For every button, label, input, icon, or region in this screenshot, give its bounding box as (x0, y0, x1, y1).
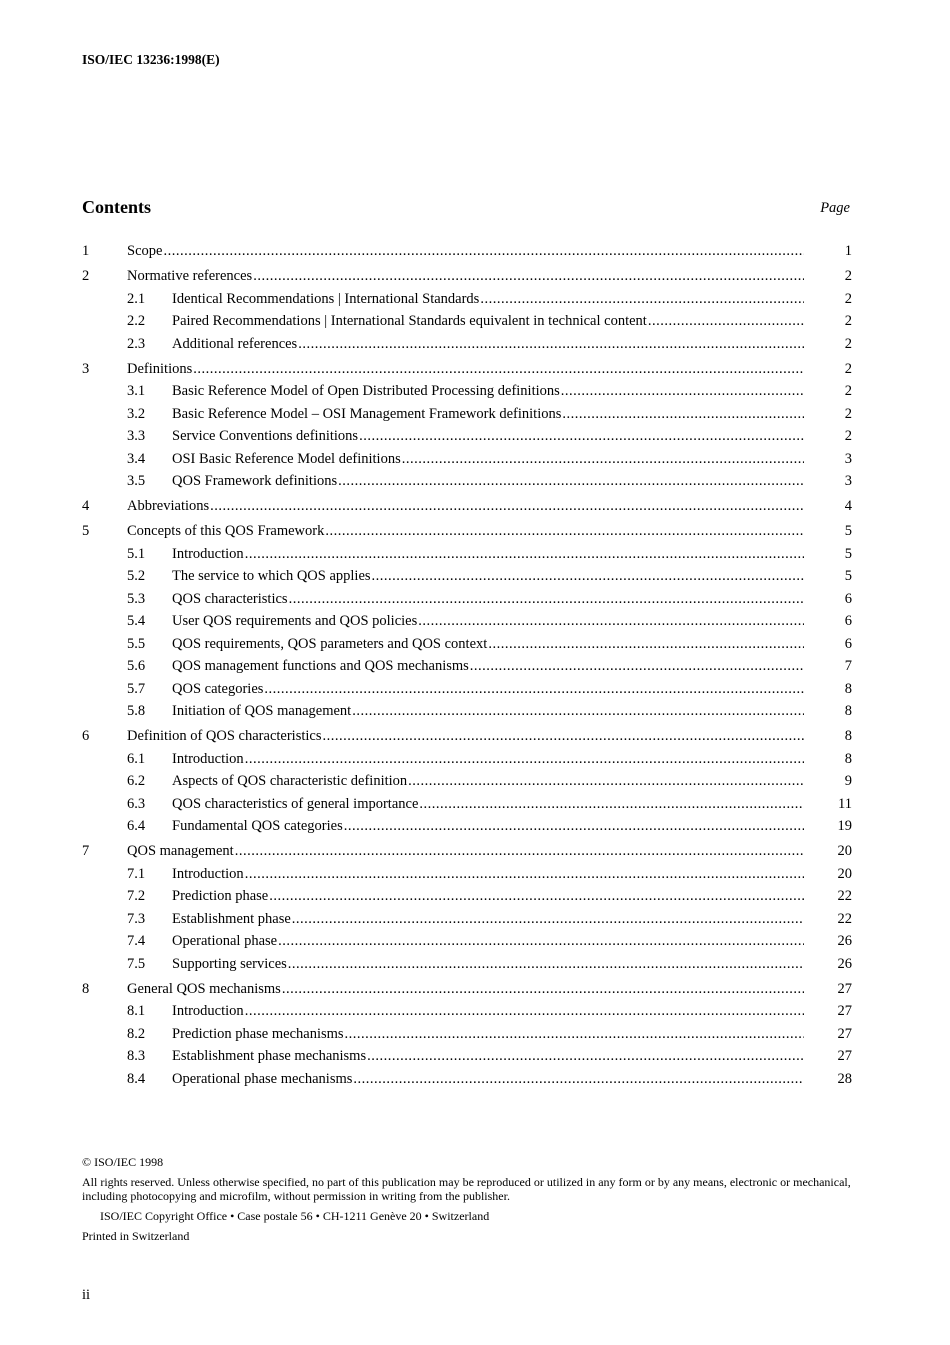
toc-entry-number: 2.1 (127, 290, 146, 307)
toc-entry-title: Paired Recommendations | International Standards equivalent in technical content (172, 313, 647, 329)
toc-entry-title: Introduction (172, 1003, 244, 1019)
dot-leader (264, 678, 804, 701)
toc-entry-number: 5.2 (127, 568, 146, 584)
toc-section-entry[interactable] (82, 863, 852, 886)
dot-leader (298, 333, 804, 356)
dot-leader (419, 793, 804, 816)
toc-entry-title: Introduction (172, 865, 244, 882)
toc-entry-number: 7.3 (127, 910, 146, 927)
dot-leader (322, 725, 804, 748)
toc-entry-number: 6.2 (127, 773, 146, 789)
toc-entry-number: 7.5 (127, 955, 146, 972)
dot-leader (470, 655, 804, 678)
toc-entry-title: Operational phase mechanisms (172, 1070, 353, 1087)
toc-entry-number: 7.1 (127, 865, 146, 882)
dot-leader (245, 543, 804, 566)
toc-entry-title: QOS categories (172, 680, 264, 697)
toc-entry-number: 5.4 (127, 613, 146, 629)
toc-entry-title: Aspects of QOS characteristic definition (172, 773, 408, 789)
toc-chapter-entry[interactable] (82, 240, 852, 263)
toc-entry-number: 8.1 (127, 1003, 146, 1019)
table-of-contents (82, 240, 852, 1090)
dot-leader (338, 470, 804, 493)
dot-leader (245, 748, 804, 771)
toc-chapter-entry[interactable] (82, 520, 852, 543)
toc-entry-number: 5.8 (127, 703, 146, 719)
dot-leader (210, 495, 804, 518)
dot-leader (353, 1068, 804, 1091)
toc-entry-title: Basic Reference Model of Open Distributed Processing definitions (172, 383, 560, 399)
toc-entry-page: 3 (844, 450, 852, 467)
toc-entry-page: 20 (837, 865, 852, 882)
toc-entry-number: 3 (82, 360, 90, 377)
toc-entry-number: 5.3 (127, 590, 146, 607)
toc-chapter-entry[interactable] (82, 358, 852, 381)
toc-entry-title: Establishment phase mechanisms (172, 1048, 367, 1064)
toc-entry-title: Supporting services (172, 955, 287, 972)
toc-entry-title: Scope (127, 243, 163, 259)
toc-entry-page: 19 (837, 818, 852, 834)
toc-entry-title: Establishment phase (172, 910, 291, 927)
toc-entry-page: 3 (844, 473, 852, 489)
toc-entry-title: Concepts of this QOS Framework (127, 523, 325, 539)
dot-leader (288, 953, 804, 976)
toc-entry-page: 9 (844, 773, 852, 789)
toc-entry-title: Initiation of QOS management (172, 703, 352, 719)
toc-entry-number: 3.1 (127, 383, 146, 399)
toc-entry-page: 27 (837, 1003, 852, 1019)
toc-entry-page: 22 (837, 888, 852, 904)
toc-chapter-entry[interactable] (82, 265, 852, 288)
toc-section-entry[interactable] (82, 380, 852, 403)
toc-section-entry[interactable] (82, 1000, 852, 1023)
dot-leader (235, 840, 804, 863)
dot-leader (245, 863, 804, 886)
dot-leader (345, 1023, 804, 1046)
toc-entry-page: 5 (844, 545, 852, 562)
toc-entry-title: Abbreviations (127, 498, 210, 514)
toc-section-entry[interactable] (82, 655, 852, 678)
dot-leader (648, 310, 804, 333)
toc-entry-number: 5.7 (127, 680, 146, 697)
toc-entry-page: 2 (844, 313, 852, 329)
dot-leader (418, 610, 804, 633)
toc-entry-number: 5.6 (127, 658, 146, 674)
toc-section-entry[interactable] (82, 1045, 852, 1068)
toc-entry-title: Identical Recommendations | International Standards (172, 290, 480, 307)
toc-section-entry[interactable] (82, 1023, 852, 1046)
toc-entry-title: Prediction phase mechanisms (172, 1025, 344, 1042)
toc-section-entry[interactable] (82, 700, 852, 723)
dot-leader (408, 770, 804, 793)
toc-entry-page: 2 (844, 405, 852, 422)
toc-section-entry[interactable] (82, 953, 852, 976)
toc-entry-title: OSI Basic Reference Model definitions (172, 450, 401, 467)
toc-section-entry[interactable] (82, 633, 852, 656)
dot-leader (292, 908, 804, 931)
toc-entry-number: 2.2 (127, 313, 146, 329)
toc-section-entry[interactable] (82, 333, 852, 356)
toc-entry-title: Prediction phase (172, 888, 269, 904)
toc-entry-title: Definition of QOS characteristics (127, 728, 322, 744)
toc-entry-page: 6 (844, 613, 852, 629)
dot-leader (289, 588, 804, 611)
toc-entry-page: 22 (837, 910, 852, 927)
toc-entry-page: 2 (844, 290, 852, 307)
toc-entry-number: 7 (82, 843, 90, 859)
toc-entry-number: 3.4 (127, 450, 146, 467)
toc-entry-page: 20 (837, 843, 852, 859)
dot-leader (282, 978, 804, 1001)
document-id: ISO/IEC 13236:1998(E) (82, 52, 220, 67)
toc-entry-title: User QOS requirements and QOS policies (172, 613, 418, 629)
toc-entry-page: 27 (837, 1048, 852, 1064)
dot-leader (325, 520, 804, 543)
toc-section-entry[interactable] (82, 793, 852, 816)
toc-entry-number: 2 (82, 268, 90, 284)
toc-entry-page: 6 (844, 635, 852, 652)
toc-entry-number: 3.2 (127, 405, 146, 422)
dot-leader (269, 885, 804, 908)
toc-section-entry[interactable] (82, 448, 852, 471)
toc-entry-page: 2 (844, 360, 852, 377)
toc-entry-number: 5.1 (127, 545, 146, 562)
dot-leader (278, 930, 804, 953)
dot-leader (359, 425, 804, 448)
toc-entry-page: 26 (837, 933, 852, 949)
toc-entry-page: 8 (844, 750, 852, 767)
dot-leader (480, 288, 804, 311)
toc-section-entry[interactable] (82, 930, 852, 953)
toc-section-entry[interactable] (82, 748, 852, 771)
toc-entry-page: 27 (837, 980, 852, 997)
toc-section-entry[interactable] (82, 815, 852, 838)
dot-leader (562, 403, 804, 426)
toc-section-entry[interactable] (82, 310, 852, 333)
toc-section-entry[interactable] (82, 588, 852, 611)
rights-statement: All rights reserved. Unless otherwise specified, no part of this publication may be reproduced or utilized in any form or by any means, electronic or mechanical, including photocopying and microfilm, without permission in writing from the publisher. (82, 1175, 851, 1203)
dot-leader (245, 1000, 804, 1023)
toc-entry-title: The service to which QOS applies (172, 568, 371, 584)
toc-section-entry[interactable] (82, 543, 852, 566)
toc-entry-page: 8 (844, 703, 852, 719)
toc-entry-page: 28 (837, 1070, 852, 1087)
toc-section-entry[interactable] (82, 1068, 852, 1091)
toc-entry-number: 3.3 (127, 428, 146, 444)
toc-section-entry[interactable] (82, 403, 852, 426)
toc-entry-title: Fundamental QOS categories (172, 818, 343, 834)
toc-entry-title: Normative references (127, 268, 253, 284)
toc-entry-number: 6.3 (127, 795, 146, 812)
toc-entry-title: Basic Reference Model – OSI Management Framework definitions (172, 405, 562, 422)
toc-section-entry[interactable] (82, 470, 852, 493)
toc-entry-number: 7.2 (127, 888, 146, 904)
toc-section-entry[interactable] (82, 288, 852, 311)
toc-entry-number: 3.5 (127, 473, 146, 489)
toc-entry-page: 26 (837, 955, 852, 972)
toc-entry-number: 7.4 (127, 933, 146, 949)
toc-entry-number: 5 (82, 523, 90, 539)
dot-leader (488, 633, 804, 656)
toc-entry-page: 2 (844, 383, 852, 399)
toc-entry-title: QOS management functions and QOS mechanisms (172, 658, 469, 674)
toc-chapter-entry[interactable] (82, 725, 852, 748)
toc-entry-number: 6 (82, 728, 90, 744)
toc-entry-title: General QOS mechanisms (127, 980, 281, 997)
toc-chapter-entry[interactable] (82, 495, 852, 518)
toc-entry-title: Definitions (127, 360, 193, 377)
dot-leader (402, 448, 804, 471)
contents-heading: Contents (82, 197, 152, 217)
toc-entry-title: QOS characteristics (172, 590, 288, 607)
dot-leader (561, 380, 804, 403)
toc-chapter-entry[interactable] (82, 978, 852, 1001)
toc-entry-page: 7 (844, 658, 852, 674)
toc-section-entry[interactable] (82, 565, 852, 588)
toc-chapter-entry[interactable] (82, 840, 852, 863)
toc-entry-title: Operational phase (172, 933, 278, 949)
toc-section-entry[interactable] (82, 885, 852, 908)
dot-leader (163, 240, 804, 263)
toc-section-entry[interactable] (82, 425, 852, 448)
toc-entry-number: 4 (82, 498, 90, 514)
toc-entry-number: 5.5 (127, 635, 146, 652)
toc-entry-title: QOS management (127, 843, 234, 859)
dot-leader (193, 358, 804, 381)
toc-entry-number: 8.2 (127, 1025, 146, 1042)
toc-entry-title: QOS requirements, QOS parameters and QOS context (172, 635, 488, 652)
toc-entry-page: 4 (844, 498, 852, 514)
toc-section-entry[interactable] (82, 678, 852, 701)
printed-in: Printed in Switzerland (82, 1229, 190, 1243)
toc-entry-number: 2.3 (127, 335, 146, 352)
toc-entry-title: QOS Framework definitions (172, 473, 338, 489)
toc-entry-page: 5 (844, 523, 852, 539)
dot-leader (352, 700, 804, 723)
toc-entry-page: 8 (844, 728, 852, 744)
toc-entry-number: 1 (82, 243, 90, 259)
dot-leader (344, 815, 804, 838)
page-column-label: Page (820, 200, 850, 216)
toc-entry-number: 8.3 (127, 1048, 146, 1064)
toc-entry-page: 6 (844, 590, 852, 607)
toc-entry-number: 8 (82, 980, 90, 997)
toc-entry-title: Additional references (172, 335, 298, 352)
copyright-office: ISO/IEC Copyright Office • Case postale 56 • CH-1211 Genève 20 • Switzerland (100, 1209, 490, 1223)
toc-entry-page: 11 (838, 795, 852, 812)
dot-leader (372, 565, 804, 588)
toc-entry-title: Service Conventions definitions (172, 428, 359, 444)
toc-entry-number: 6.1 (127, 750, 146, 767)
toc-entry-title: Introduction (172, 545, 244, 562)
toc-entry-page: 8 (844, 680, 852, 697)
toc-entry-page: 5 (844, 568, 852, 584)
page-number: ii (82, 1287, 91, 1303)
toc-entry-number: 6.4 (127, 818, 146, 834)
toc-entry-page: 2 (844, 428, 852, 444)
toc-entry-page: 27 (837, 1025, 852, 1042)
toc-entry-title: Introduction (172, 750, 244, 767)
toc-section-entry[interactable] (82, 908, 852, 931)
toc-section-entry[interactable] (82, 610, 852, 633)
toc-entry-page: 2 (844, 335, 852, 352)
copyright-notice: © ISO/IEC 1998 (82, 1155, 164, 1169)
toc-entry-title: QOS characteristics of general importance (172, 795, 419, 812)
toc-entry-page: 1 (844, 243, 852, 259)
footer (82, 1155, 872, 1243)
dot-leader (367, 1045, 804, 1068)
toc-entry-page: 2 (844, 268, 852, 284)
toc-entry-number: 8.4 (127, 1070, 146, 1087)
dot-leader (253, 265, 804, 288)
toc-section-entry[interactable] (82, 770, 852, 793)
